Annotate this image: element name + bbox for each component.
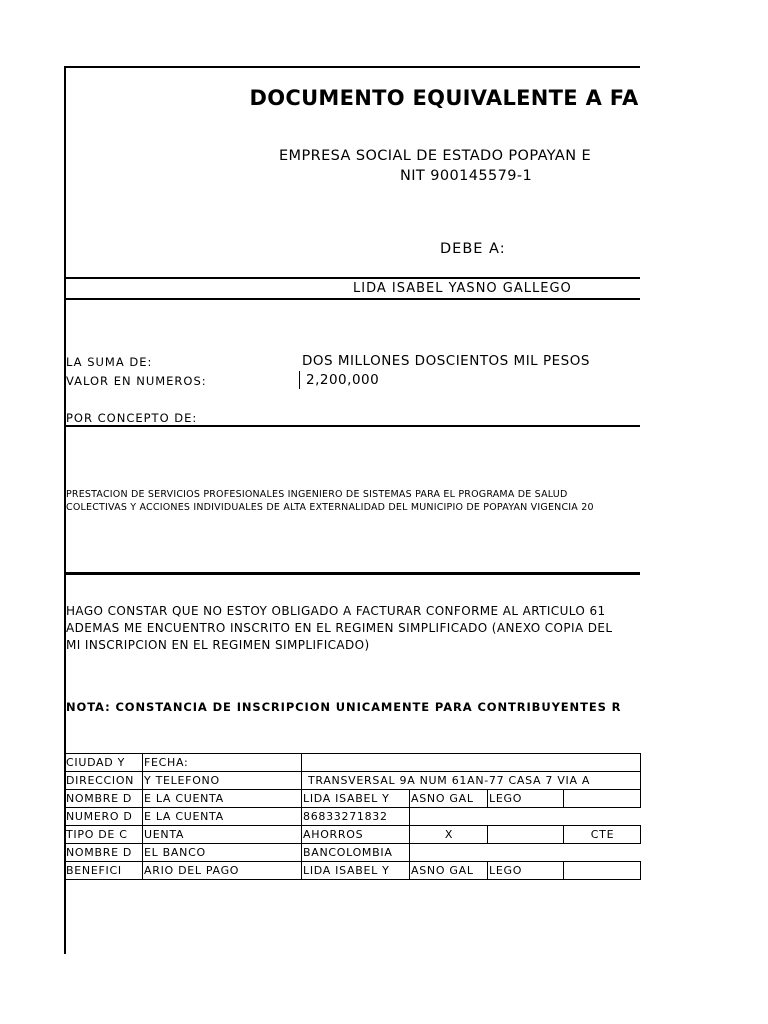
nombre-cuenta-label-a: NOMBRE D (65, 790, 143, 808)
tipo-cuenta-label-b: UENTA (143, 826, 302, 844)
document-title: DOCUMENTO EQUIVALENTE A FA (249, 86, 639, 110)
hago-constar-line-3: MI INSCRIPCION EN EL REGIMEN SIMPLIFICADO) (66, 638, 370, 652)
tipo-cuenta-cte[interactable]: CTE (564, 826, 641, 844)
numero-cuenta-value[interactable]: 86833271832 (302, 808, 410, 826)
beneficiario-value-3[interactable]: LEGO (488, 862, 564, 880)
hago-constar-line-1: HAGO CONSTAR QUE NO ESTOY OBLIGADO A FACTURAR CONFORME AL ARTICULO 61 (66, 604, 606, 618)
ciudad-value[interactable] (302, 754, 641, 772)
concepto-line-2: COLECTIVAS Y ACCIONES INDIVIDUALES DE ALTA EXTERNALIDAD DEL MUNICIPIO DE POPAYAN VIGENCIA 20 (66, 502, 594, 513)
nombre-cuenta-value-4[interactable] (564, 790, 641, 808)
beneficiario-label-b: ARIO DEL PAGO (143, 862, 302, 880)
numero-cuenta-label-a: NUMERO D (65, 808, 143, 826)
banco-label-a: NOMBRE D (65, 844, 143, 862)
tipo-cuenta-label-a: TIPO DE C (65, 826, 143, 844)
table-row (65, 754, 641, 772)
top-border (64, 66, 640, 68)
divider (64, 298, 640, 300)
organization-nit: NIT 900145579-1 (400, 168, 533, 184)
direccion-label-a: DIRECCION (65, 772, 143, 790)
creditor-name: LIDA ISABEL YASNO GALLEGO (353, 281, 572, 296)
suma-text: DOS MILLONES DOSCIENTOS MIL PESOS (302, 353, 590, 369)
ciudad-label-a: CIUDAD Y (65, 754, 143, 772)
hago-constar-line-2: ADEMAS ME ENCUENTRO INSCRITO EN EL REGIMEN SIMPLIFICADO (ANEXO COPIA DEL (66, 621, 613, 635)
tipo-cuenta-mark[interactable]: X (410, 826, 488, 844)
table-row (65, 790, 641, 808)
tipo-cuenta-empty[interactable] (488, 826, 564, 844)
concepto-line-1: PRESTACION DE SERVICIOS PROFESIONALES INGENIERO DE SISTEMAS PARA EL PROGRAMA DE SALUD (66, 489, 568, 500)
valor-label: VALOR EN NUMEROS: (66, 374, 207, 388)
beneficiario-value-4[interactable] (564, 862, 641, 880)
organization-name: EMPRESA SOCIAL DE ESTADO POPAYAN E (279, 148, 592, 164)
nombre-cuenta-value-3[interactable]: LEGO (488, 790, 564, 808)
beneficiario-value-1[interactable]: LIDA ISABEL Y (302, 862, 410, 880)
divider (64, 425, 640, 427)
ciudad-label-b: FECHA: (143, 754, 302, 772)
suma-label: LA SUMA DE: (66, 355, 153, 369)
table-row (65, 772, 641, 790)
valor-value: 2,200,000 (306, 372, 380, 388)
direccion-value[interactable]: TRANSVERSAL 9A NUM 61AN-77 CASA 7 VIA A (302, 772, 641, 790)
banco-empty (410, 844, 641, 862)
debe-a-label: DEBE A: (440, 241, 506, 257)
table-row (65, 844, 641, 862)
beneficiario-value-2[interactable]: ASNO GAL (410, 862, 488, 880)
numero-cuenta-empty (410, 808, 641, 826)
concepto-label: POR CONCEPTO DE: (66, 411, 198, 425)
numero-cuenta-label-b: E LA CUENTA (143, 808, 302, 826)
beneficiario-label-a: BENEFICI (65, 862, 143, 880)
nombre-cuenta-value-1[interactable]: LIDA ISABEL Y (302, 790, 410, 808)
tipo-cuenta-ahorros[interactable]: AHORROS (302, 826, 410, 844)
table-row (65, 862, 641, 880)
nombre-cuenta-label-b: E LA CUENTA (143, 790, 302, 808)
table-row (65, 826, 641, 844)
table-row (65, 808, 641, 826)
banco-value[interactable]: BANCOLOMBIA (302, 844, 410, 862)
direccion-label-b: Y TELEFONO (143, 772, 302, 790)
payment-info-table (64, 753, 641, 880)
banco-label-b: EL BANCO (143, 844, 302, 862)
divider (64, 572, 640, 575)
nombre-cuenta-value-2[interactable]: ASNO GAL (410, 790, 488, 808)
text-cursor (299, 371, 300, 389)
divider (64, 277, 640, 279)
nota-text: NOTA: CONSTANCIA DE INSCRIPCION UNICAMENTE PARA CONTRIBUYENTES R (66, 700, 622, 714)
